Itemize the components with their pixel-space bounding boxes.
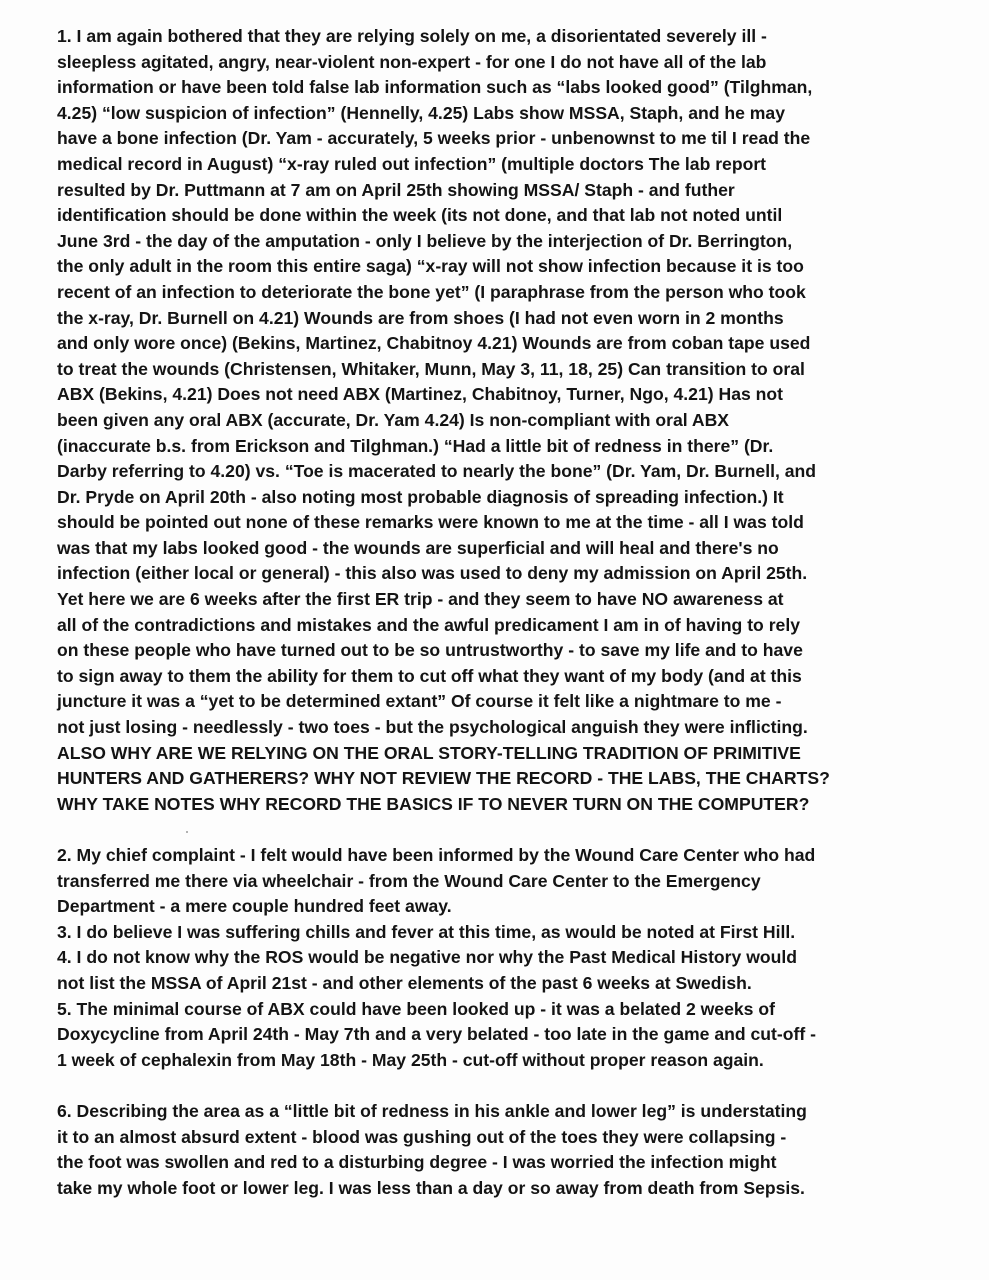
text-line: was that my labs looked good - the wounds are superficial and will heal and there's no: [57, 537, 779, 558]
text-line: been given any oral ABX (accurate, Dr. Yam 4.24) Is non-compliant with oral ABX: [57, 409, 730, 430]
text-line: Dr. Pryde on April 20th - also noting most probable diagnosis of spreading infection.) It: [57, 486, 784, 507]
text-line: information or have been told false lab information such as “labs looked good” (Tilghman,: [57, 77, 813, 98]
text-line: have a bone infection (Dr. Yam - accurately, 5 weeks prior - unbenownst to me til I read the: [57, 128, 811, 149]
text-line: identification should be done within the week (its not done, and that lab not noted until: [57, 205, 783, 226]
text-line: 3. I do believe I was suffering chills and fever at this time, as would be noted at First Hill.: [57, 921, 796, 942]
text-line: Darby referring to 4.20) vs. “Toe is macerated to nearly the bone” (Dr. Yam, Dr. Burnell, and: [57, 461, 817, 482]
text-line: resulted by Dr. Puttmann at 7 am on April 25th showing MSSA/ Staph - and futher: [57, 179, 735, 200]
text-line: should be pointed out none of these remarks were known to me at the time - all I was told: [57, 512, 804, 533]
text-line: on these people who have turned out to be so untrustworthy - to save my life and to have: [57, 640, 803, 661]
text-line: the only adult in the room this entire saga) “x-ray will not show infection because it is too: [57, 256, 804, 277]
text-line: 4.25) “low suspicion of infection” (Hennelly, 4.25) Labs show MSSA, Staph, and he may: [57, 102, 785, 123]
text-line: (inaccurate b.s. from Erickson and Tilghman.) “Had a little bit of redness in there” (Dr.: [57, 435, 774, 456]
text-line: to sign away to them the ability for them to cut off what they want of my body (and at this: [57, 665, 802, 686]
text-line: 1 week of cephalexin from May 18th - May 25th - cut-off without proper reason again.: [57, 1049, 764, 1070]
section-item-1: [57, 24, 967, 817]
document-body: [57, 24, 967, 1201]
text-line: medical record in August) “x-ray ruled out infection” (multiple doctors The lab report: [57, 153, 767, 174]
text-line: June 3rd - the day of the amputation - only I believe by the interjection of Dr. Berrington,: [57, 230, 793, 251]
text-line: to treat the wounds (Christensen, Whitaker, Munn, May 3, 11, 18, 25) Can transition to oral: [57, 358, 805, 379]
text-line: WHY TAKE NOTES WHY RECORD THE BASICS IF TO NEVER TURN ON THE COMPUTER?: [57, 793, 810, 814]
paragraph-gap: [57, 817, 967, 843]
text-line: 4. I do not know why the ROS would be negative nor why the Past Medical History would: [57, 947, 798, 968]
text-line: infection (either local or general) - this also was used to deny my admission on April 25th.: [57, 563, 808, 584]
text-line: the foot was swollen and red to a disturbing degree - I was worried the infection might: [57, 1152, 777, 1173]
text-line: sleepless agitated, angry, near-violent non-expert - for one I do not have all of the lab: [57, 51, 767, 72]
text-line: HUNTERS AND GATHERERS? WHY NOT REVIEW THE RECORD - THE LABS, THE CHARTS?: [57, 768, 830, 789]
text-line: 5. The minimal course of ABX could have been looked up - it was a belated 2 weeks of: [57, 998, 775, 1019]
text-line: not list the MSSA of April 21st - and other elements of the past 6 weeks at Swedish.: [57, 972, 752, 993]
text-line: not just losing - needlessly - two toes - but the psychological anguish they were inflicting.: [57, 717, 808, 738]
text-line: it to an almost absurd extent - blood was gushing out of the toes they were collapsing -: [57, 1126, 787, 1147]
text-line: recent of an infection to deteriorate the bone yet” (I paraphrase from the person who took: [57, 281, 806, 302]
text-line: 6. Describing the area as a “little bit of redness in his ankle and lower leg” is understating: [57, 1100, 807, 1121]
text-line: juncture it was a “yet to be determined extant” Of course it felt like a nightmare to me -: [57, 691, 782, 712]
text-line: all of the contradictions and mistakes and the awful predicament I am in of having to rely: [57, 614, 800, 635]
scan-speck: [186, 831, 188, 833]
text-line: the x-ray, Dr. Burnell on 4.21) Wounds are from shoes (I had not even worn in 2 months: [57, 307, 784, 328]
section-items-2-5: [57, 843, 967, 1073]
text-line: 2. My chief complaint - I felt would have been informed by the Wound Care Center who had: [57, 845, 816, 865]
text-line: ALSO WHY ARE WE RELYING ON THE ORAL STORY-TELLING TRADITION OF PRIMITIVE: [57, 742, 801, 763]
text-line: Doxycycline from April 24th - May 7th and a very belated - too late in the game and cut-off -: [57, 1024, 816, 1045]
text-line: take my whole foot or lower leg. I was less than a day or so away from death from Sepsis.: [57, 1177, 805, 1198]
text-line: Department - a mere couple hundred feet away.: [57, 896, 452, 917]
text-line: Yet here we are 6 weeks after the first ER trip - and they seem to have NO awareness at: [57, 589, 784, 610]
text-line: ABX (Bekins, 4.21) Does not need ABX (Martinez, Chabitnoy, Turner, Ngo, 4.21) Has not: [57, 384, 784, 405]
text-line: 1. I am again bothered that they are relying solely on me, a disorientated severely ill -: [57, 26, 767, 46]
paragraph-gap: [57, 1073, 967, 1099]
text-line: and only wore once) (Bekins, Martinez, Chabitnoy 4.21) Wounds are from coban tape used: [57, 333, 811, 354]
text-line: transferred me there via wheelchair - from the Wound Care Center to the Emergency: [57, 870, 761, 891]
section-item-6: [57, 1099, 967, 1201]
